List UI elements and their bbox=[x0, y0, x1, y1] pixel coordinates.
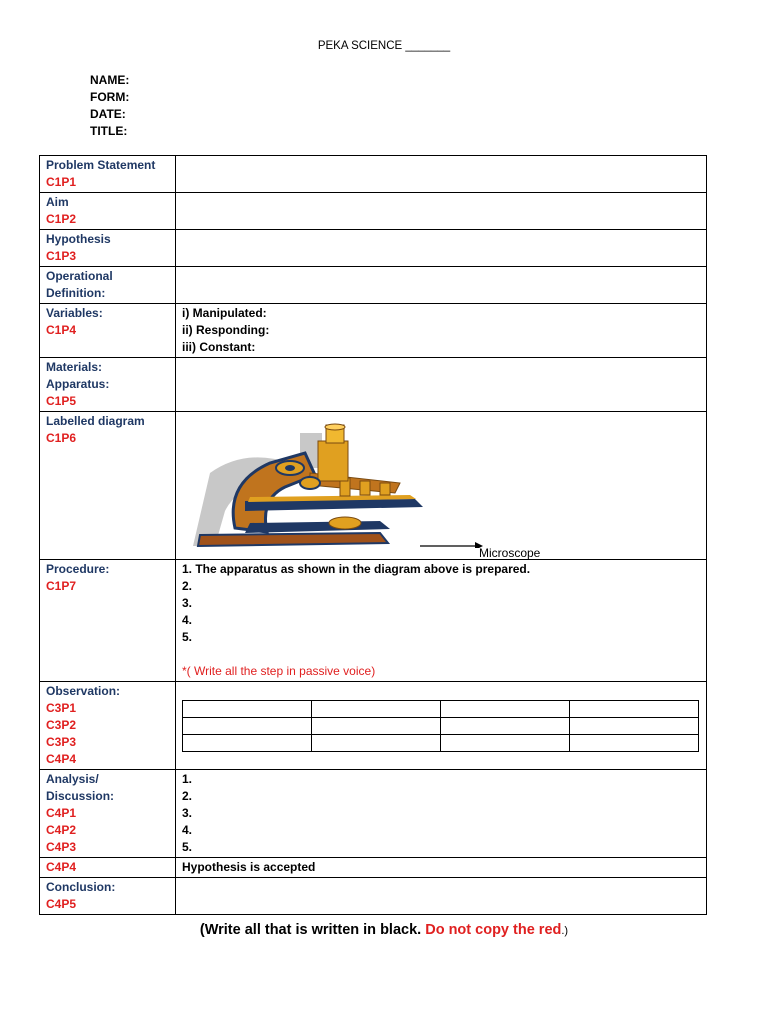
label-cell bbox=[40, 770, 176, 858]
label-cell bbox=[40, 230, 176, 267]
table-row bbox=[183, 735, 699, 752]
row-label: Analysis/ Discussion: bbox=[46, 772, 115, 803]
table-cell[interactable] bbox=[312, 701, 441, 718]
row-hypothesis-result bbox=[40, 858, 707, 878]
hypothesis-result-text: Hypothesis is accepted bbox=[182, 860, 316, 874]
label-cell bbox=[40, 560, 176, 682]
row-label: Apparatus: bbox=[46, 377, 110, 391]
problem-statement-field[interactable] bbox=[176, 156, 707, 193]
hypothesis-field[interactable] bbox=[176, 230, 707, 267]
microscope-label: Microscope bbox=[479, 546, 541, 560]
row-operational-definition bbox=[40, 267, 707, 304]
analysis-field[interactable] bbox=[176, 770, 707, 858]
date-label: DATE: bbox=[90, 107, 126, 121]
row-problem-statement bbox=[40, 156, 707, 193]
label-cell bbox=[40, 193, 176, 230]
row-code: C1P5 bbox=[46, 394, 77, 408]
materials-field[interactable] bbox=[176, 358, 707, 412]
row-label: Definition: bbox=[46, 286, 106, 300]
row-code: C1P2 bbox=[46, 212, 77, 226]
row-code: C1P3 bbox=[46, 249, 77, 263]
form-label: FORM: bbox=[90, 90, 130, 104]
table-row bbox=[183, 718, 699, 735]
row-code: C3P3 bbox=[46, 735, 77, 749]
row-code: C3P1 bbox=[46, 701, 77, 715]
row-label: Problem Statement bbox=[46, 158, 156, 172]
table-cell[interactable] bbox=[312, 718, 441, 735]
label-cell bbox=[40, 682, 176, 770]
table-cell[interactable] bbox=[183, 735, 312, 752]
row-procedure bbox=[40, 560, 707, 682]
procedure-step: 2. bbox=[182, 579, 193, 593]
table-cell[interactable] bbox=[183, 701, 312, 718]
table-cell[interactable] bbox=[570, 718, 699, 735]
table-row bbox=[183, 701, 699, 718]
row-label: Hypothesis bbox=[46, 232, 111, 246]
row-code: C4P1 bbox=[46, 806, 77, 820]
procedure-step: 4. bbox=[182, 613, 193, 627]
label-cell bbox=[40, 267, 176, 304]
manipulated-variable: i) Manipulated: bbox=[182, 306, 267, 320]
procedure-step: 5. bbox=[182, 630, 193, 644]
procedure-step: 1. The apparatus as shown in the diagram above is prepared. bbox=[182, 562, 531, 576]
row-code: C4P2 bbox=[46, 823, 77, 837]
procedure-note: *( Write all the step in passive voice) bbox=[182, 664, 376, 678]
constant-variable: iii) Constant: bbox=[182, 340, 256, 354]
table-cell[interactable] bbox=[183, 718, 312, 735]
row-code: C1P7 bbox=[46, 579, 77, 593]
footer-red-text: Do not copy the red bbox=[425, 922, 562, 938]
table-cell[interactable] bbox=[570, 735, 699, 752]
observation-table bbox=[182, 700, 699, 752]
title-label: TITLE: bbox=[90, 124, 128, 138]
analysis-item: 2. bbox=[182, 789, 193, 803]
table-cell[interactable] bbox=[441, 735, 570, 752]
row-label: Aim bbox=[46, 195, 69, 209]
table-cell[interactable] bbox=[570, 701, 699, 718]
procedure-step: 3. bbox=[182, 596, 193, 610]
label-cell bbox=[40, 858, 176, 878]
procedure-field[interactable] bbox=[176, 560, 707, 682]
responding-variable: ii) Responding: bbox=[182, 323, 270, 337]
footer-instruction bbox=[0, 922, 768, 938]
label-cell bbox=[40, 878, 176, 915]
footer-end-text: .) bbox=[561, 925, 569, 937]
row-label: Operational bbox=[46, 269, 113, 283]
label-cell bbox=[40, 156, 176, 193]
label-cell bbox=[40, 358, 176, 412]
row-aim bbox=[40, 193, 707, 230]
conclusion-field[interactable] bbox=[176, 878, 707, 915]
row-label: Conclusion: bbox=[46, 880, 116, 894]
name-label: NAME: bbox=[90, 73, 130, 87]
row-code: C3P2 bbox=[46, 718, 77, 732]
operational-definition-field[interactable] bbox=[176, 267, 707, 304]
row-observation bbox=[40, 682, 707, 770]
row-materials bbox=[40, 358, 707, 412]
table-cell[interactable] bbox=[441, 718, 570, 735]
hypothesis-result-field[interactable] bbox=[176, 858, 707, 878]
row-hypothesis bbox=[40, 230, 707, 267]
microscope-icon bbox=[190, 423, 490, 548]
table-cell[interactable] bbox=[441, 701, 570, 718]
row-label: Variables: bbox=[46, 306, 103, 320]
label-cell bbox=[40, 412, 176, 560]
observation-field bbox=[176, 682, 707, 770]
row-code: C4P4 bbox=[46, 860, 77, 874]
row-variables bbox=[40, 304, 707, 358]
footer-black-text: (Write all that is written in black. bbox=[199, 922, 422, 938]
analysis-item: 5. bbox=[182, 840, 193, 854]
row-label: Labelled diagram bbox=[46, 414, 145, 428]
student-info bbox=[90, 72, 129, 140]
label-cell bbox=[40, 304, 176, 358]
variables-field[interactable] bbox=[176, 304, 707, 358]
report-table bbox=[39, 155, 707, 915]
table-cell[interactable] bbox=[312, 735, 441, 752]
row-code: C4P4 bbox=[46, 752, 77, 766]
row-code: C4P5 bbox=[46, 897, 77, 911]
row-code: C1P1 bbox=[46, 175, 77, 189]
row-labelled-diagram bbox=[40, 412, 707, 560]
analysis-item: 3. bbox=[182, 806, 193, 820]
page-title: PEKA SCIENCE _______ bbox=[317, 40, 451, 52]
row-code: C4P3 bbox=[46, 840, 77, 854]
row-conclusion bbox=[40, 878, 707, 915]
row-label: Observation: bbox=[46, 684, 121, 698]
diagram-cell bbox=[176, 412, 707, 560]
analysis-item: 1. bbox=[182, 772, 193, 786]
row-code: C1P4 bbox=[46, 323, 77, 337]
row-code: C1P6 bbox=[46, 431, 77, 445]
row-analysis bbox=[40, 770, 707, 858]
analysis-item: 4. bbox=[182, 823, 193, 837]
row-label: Materials: bbox=[46, 360, 103, 374]
row-label: Procedure: bbox=[46, 562, 110, 576]
aim-field[interactable] bbox=[176, 193, 707, 230]
